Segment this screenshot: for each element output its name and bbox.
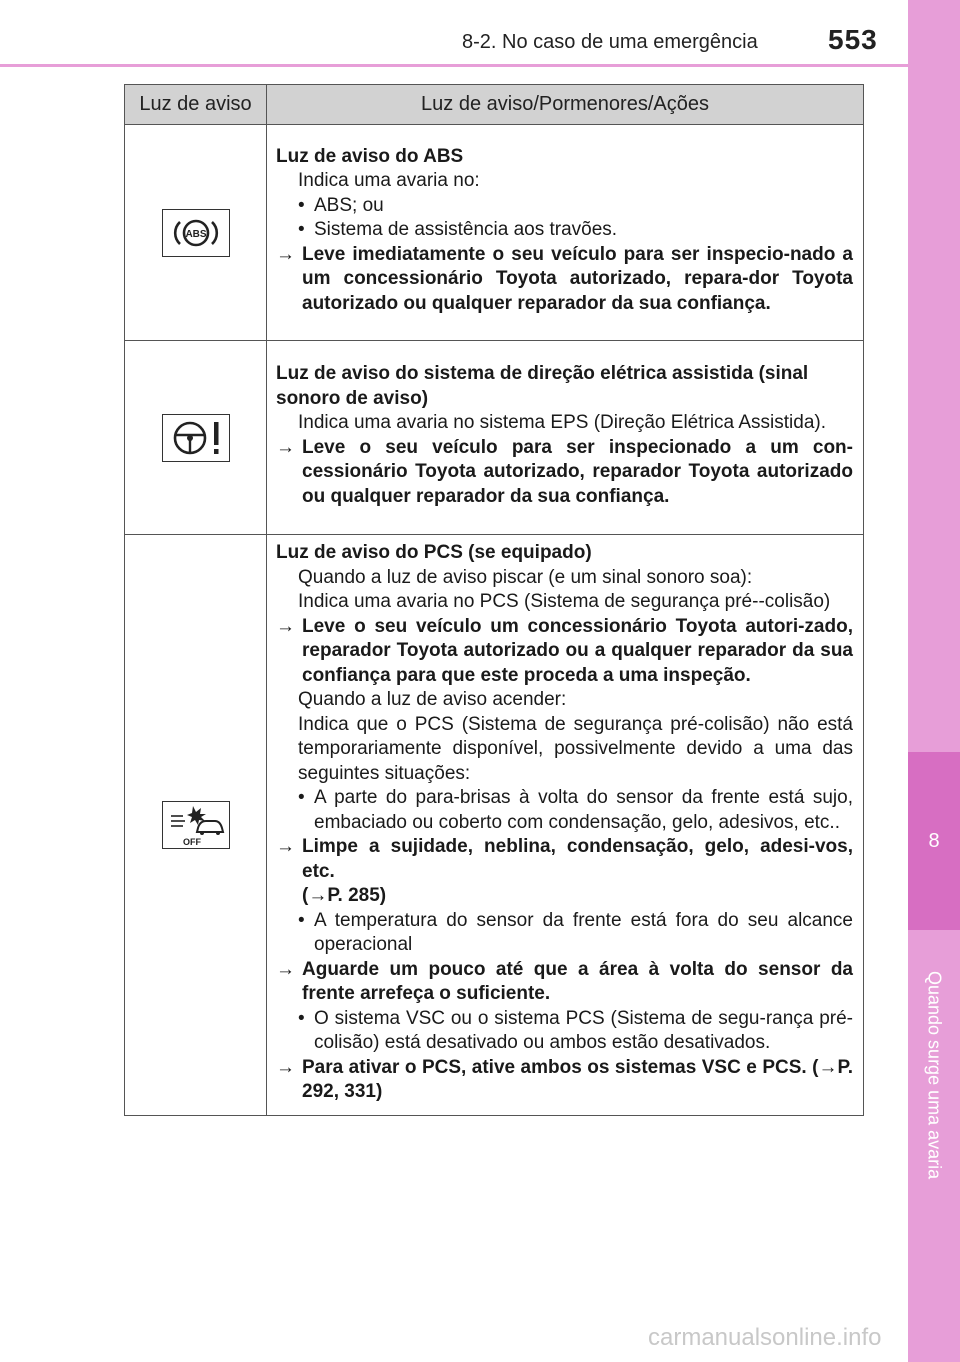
- section-title: 8-2. No caso de uma emergência: [462, 31, 758, 53]
- table-row: [125, 535, 864, 1116]
- row-title: Luz de aviso do sistema de direção elétrica assistida (sinal sonoro de aviso): [276, 363, 809, 409]
- icon-cell: [125, 341, 267, 535]
- col-header-warning-light: Luz de aviso: [125, 85, 267, 125]
- list-item: • Sistema de assistência aos travões.: [276, 218, 853, 243]
- action-item: → Leve o seu veículo um concessionário Toyota autori-zado, reparador Toyota autorizado ou a qualquer reparador da sua confiança para que este proceda a uma inspeção.: [276, 615, 853, 689]
- col-header-details: Luz de aviso/Pormenores/Ações: [267, 85, 864, 125]
- row-title: Luz de aviso do ABS: [276, 145, 464, 167]
- list-item: • O sistema VSC ou o sistema PCS (Sistema de segu-rança pré-colisão) está desativado ou ambos estão desativados.: [276, 1007, 853, 1056]
- table-row: [125, 341, 864, 535]
- svg-text:ABS: ABS: [184, 228, 207, 240]
- details-cell: [267, 535, 864, 1116]
- list-item: • A parte do para-brisas à volta do sensor da frente está sujo, embaciado ou coberto com condensação, gelo, adesivos, etc..: [276, 786, 853, 835]
- page-reference-link[interactable]: (→P. 285): [302, 885, 387, 906]
- chapter-title: Quando surge uma avaria: [924, 970, 945, 1180]
- icon-cell: [125, 535, 267, 1116]
- action-item: → Aguarde um pouco até que a área à volta do sensor da frente arrefeça o suficiente.: [276, 958, 853, 1007]
- row-text: Quando a luz de aviso acender:: [298, 689, 567, 710]
- icon-cell: [125, 125, 267, 341]
- header-rule: [0, 64, 908, 67]
- table-header-row: [125, 85, 864, 125]
- action-item: → Leve imediatamente o seu veículo para ser inspecio-nado a um concessionário Toyota autorizado, repara-dor Toyota autorizado ou qualquer reparador da sua confiança.: [276, 243, 853, 317]
- power-steering-warning-icon: [162, 414, 230, 462]
- row-text: Indica que o PCS (Sistema de segurança pré-colisão) não está temporariamente disponível, possivelmente devido a uma das seguintes situações:: [298, 713, 853, 784]
- page-number: 553: [828, 24, 878, 55]
- chapter-number: 8: [928, 829, 940, 852]
- action-item: → Limpe a sujidade, neblina, condensação, gelo, adesi-vos, etc.: [276, 835, 853, 884]
- chapter-number-tab[interactable]: [908, 752, 960, 930]
- watermark: carmanualsonline.info: [648, 1324, 882, 1351]
- action-item: → Leve o seu veículo para ser inspecionado a um con-cessionário Toyota autorizado, reparador Toyota autorizado ou qualquer reparador da sua confiança.: [276, 436, 853, 510]
- action-item: → Para ativar o PCS, ative ambos os sistemas VSC e PCS. (→P. 292, 331): [276, 1056, 853, 1105]
- chapter-title-tab: [908, 940, 960, 1210]
- warning-lights-table: [124, 84, 864, 1116]
- details-cell: [267, 125, 864, 341]
- list-item: • ABS; ou: [276, 194, 853, 219]
- abs-warning-icon: [162, 209, 230, 257]
- details-cell: [267, 341, 864, 535]
- pcs-off-warning-icon: [162, 801, 230, 849]
- pcs-off-label: OFF: [182, 836, 201, 847]
- list-item: • A temperatura do sensor da frente está fora do seu alcance operacional: [276, 909, 853, 958]
- row-text: Indica uma avaria no:: [298, 170, 480, 192]
- row-text: Quando a luz de aviso piscar (e um sinal sonoro soa):: [298, 566, 753, 588]
- row-text: Indica uma avaria no sistema EPS (Direção Elétrica Assistida).: [298, 412, 826, 433]
- row-title: Luz de aviso do PCS (se equipado): [276, 542, 592, 563]
- table-row: [125, 125, 864, 341]
- row-text: Indica uma avaria no PCS (Sistema de segurança pré--colisão): [298, 591, 831, 612]
